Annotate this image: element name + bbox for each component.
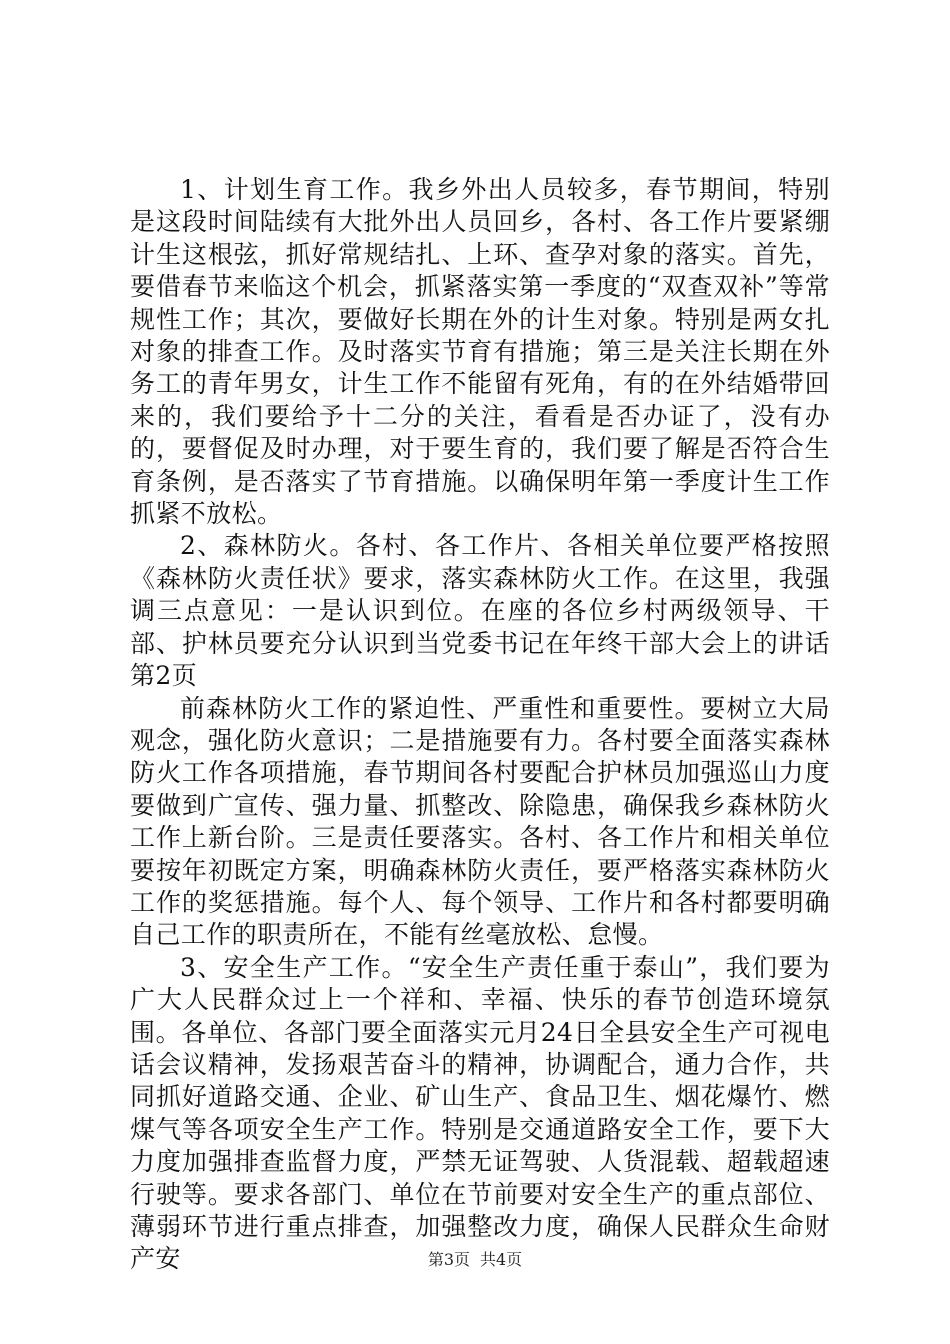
- paragraph-forest-fire-continued: 前森林防火工作的紧迫性、严重性和重要性。要树立大局观念，强化防火意识；二是措施要有力。各村要全面落实森林防火工作各项措施，春节期间各村要配合护林员加强巡山力度要做到广宣传、强力量、抓整改、除隐患，确保我乡森林防火工作上新台阶。三是责任要落实。各村、各工作片和相关单位要按年初既定方案，明确森林防火责任，要严格落实森林防火工作的奖惩措施。每个人、每个领导、工作片和各村都要明确自己工作的职责所在，不能有丝毫放松、怠慢。: [130, 693, 830, 950]
- paragraph-family-planning: 1、计划生育工作。我乡外出人员较多，春节期间，特别是这段时间陆续有大批外出人员回乡，各村、各工作片要紧绷计生这根弦，抓好常规结扎、上环、查孕对象的落实。首先，要借春节来临这个机会，抓紧落实第一季度的“双查双补”等常规性工作；其次，要做好长期在外的计生对象。特别是两女扎对象的排查工作。及时落实节育有措施；第三是关注长期在外务工的青年男女，计生工作不能留有死角，有的在外结婚带回来的，我们要给予十二分的关注，看看是否办证了，没有办的，要督促及时办理，对于要生育的，我们要了解是否符合生育条例，是否落实了节育措施。以确保明年第一季度计生工作抓紧不放松。: [130, 175, 830, 529]
- document-body: [130, 174, 830, 1276]
- page-number: 第3页: [427, 1250, 470, 1269]
- paragraph-forest-fire: 2、森林防火。各村、各工作片、各相关单位要严格按照《森林防火责任状》要求，落实森林防火工作。在这里，我强调三点意见：一是认识到位。在座的各位乡村两级领导、干部、护林员要充分认识到当党委书记在年终干部大会上的讲话第2页: [130, 531, 830, 691]
- page-footer: [0, 1247, 950, 1270]
- paragraph-production-safety: 3、安全生产工作。“安全生产责任重于泰山”，我们要为广大人民群众过上一个祥和、幸福、快乐的春节创造环境氛围。各单位、各部门要全面落实元月24日全县安全生产可视电话会议精神，发扬艰苦奋斗的精神，协调配合，通力合作，共同抓好道路交通、企业、矿山生产、食品卫生、烟花爆竹、燃煤气等各项安全生产工作。特别是交通道路安全工作，要下大力度加强排查监督力度，严禁无证驾驶、人货混载、超载超速行驶等。要求各部门、单位在节前要对安全生产的重点部位、薄弱环节进行重点排查，加强整改力度，确保人民群众生命财产安: [130, 952, 830, 1274]
- page-total: 共4页: [480, 1250, 523, 1269]
